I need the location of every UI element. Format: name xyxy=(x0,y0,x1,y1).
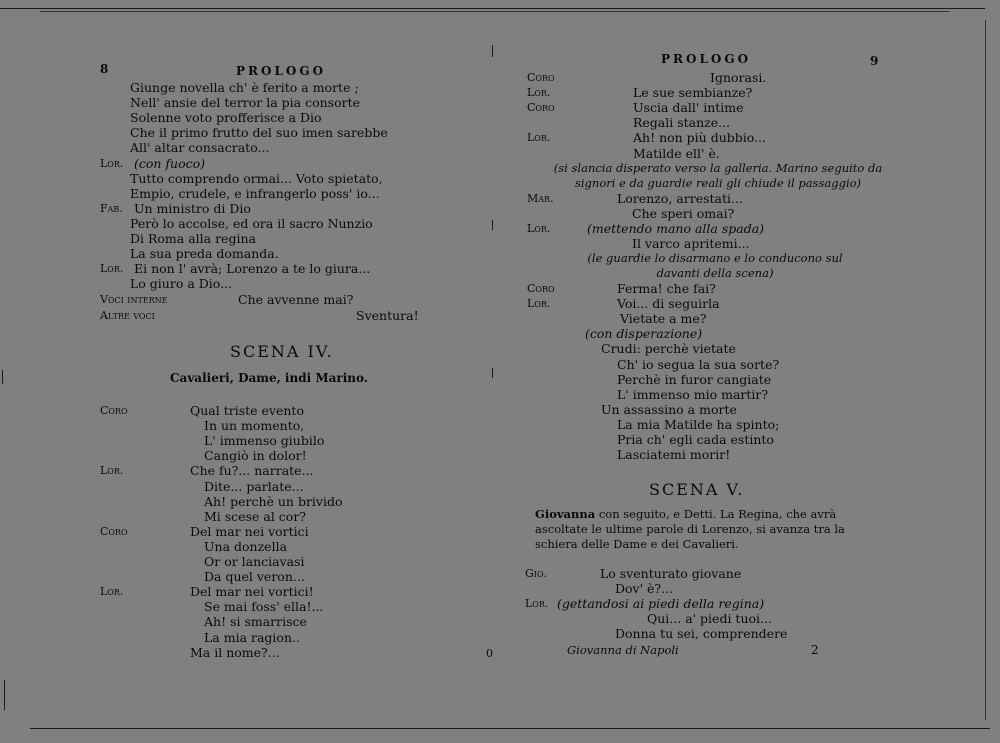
verse-line: Che il primo frutto del suo imen sarebbe xyxy=(130,125,388,141)
stage-direction: (le guardie lo disarmano e lo conducono sul davanti della scena) xyxy=(587,251,843,280)
verse-line: Vietate a me? xyxy=(620,311,707,327)
verse-line: Uscia dall' intime xyxy=(633,100,744,116)
verse-line: In un momento, xyxy=(204,418,305,434)
verse-line: Lo sventurato giovane xyxy=(600,566,742,581)
stage-direction: (con disperazione) xyxy=(585,326,703,342)
speaker-label: Altre voci xyxy=(100,309,155,322)
verse-line: Crudi: perchè vietate xyxy=(601,341,736,357)
verse-line: Empio, crudele, e infrangerlo poss' io... xyxy=(130,185,380,201)
verse-line: Ah! si smarrisce xyxy=(204,614,307,630)
speaker-label: Coro xyxy=(100,524,128,538)
verse-line: Voi... di seguirla xyxy=(617,296,720,312)
speaker-label: Coro xyxy=(527,282,555,295)
verse-line: Tutto comprendo ormai... Voto spietato, xyxy=(130,170,383,186)
verse-line: Però lo accolse, ed ora il sacro Nunzio xyxy=(130,215,373,231)
speaker-label: Lor. xyxy=(100,464,124,478)
verse-line: Una donzella xyxy=(204,538,288,554)
scene-title: SCENA V. xyxy=(649,480,745,499)
verse-line: Qui... a' piedi tuoi... xyxy=(647,611,772,627)
speaker-label: Lor. xyxy=(527,131,551,145)
scene-title: SCENA IV. xyxy=(230,342,334,361)
stage-direction: (si slancia disperato verso la galleria. Marino seguito da signori e da guardie reali gli chiude il passaggio) xyxy=(553,161,883,190)
verse-line: La mia ragion.. xyxy=(204,629,300,645)
running-header: PROLOGO xyxy=(236,64,327,78)
verse-line: Le sue sembianze? xyxy=(633,85,753,101)
speaker-label: Lor. xyxy=(527,297,551,311)
speaker-label: Fab. xyxy=(100,201,123,215)
speaker-label: Lor. xyxy=(100,156,124,170)
verse-line: Giunge novella ch' è ferito a morte ; xyxy=(130,80,359,95)
verse-line: La mia Matilde ha spinto; xyxy=(617,416,780,432)
speaker-label: Coro xyxy=(100,404,128,417)
scene-cast: Cavalieri, Dame, indi Marino. xyxy=(170,371,368,385)
verse-line: Che fu?... narrate... xyxy=(190,463,314,479)
left-page xyxy=(0,0,493,743)
verse-line: Se mai foss' ella!... xyxy=(204,599,324,615)
verse-line: Il varco apritemi... xyxy=(632,236,750,252)
verse-line: Dov' è?... xyxy=(615,581,674,597)
footer-title: Giovanna di Napoli xyxy=(567,643,679,657)
speaker-label: Lor. xyxy=(100,585,124,599)
verse-line: Regali stanze... xyxy=(633,115,731,131)
verse-line: Ch' io segua la sua sorte? xyxy=(617,356,780,372)
verse-line: Cangiò in dolor! xyxy=(204,448,307,464)
verse-line: Lo giuro a Dio... xyxy=(130,276,232,292)
running-header: PROLOGO xyxy=(661,52,752,66)
verse-line: Del mar nei vortici! xyxy=(190,584,314,600)
verse-line: Qual triste evento xyxy=(190,403,304,418)
scene-description xyxy=(535,507,870,552)
verse-line: Che speri omai? xyxy=(632,206,735,222)
verse-line: Ah! non più dubbio... xyxy=(633,130,766,146)
verse-line: Mi scese al cor? xyxy=(204,508,306,524)
verse-line: Sventura! xyxy=(356,308,419,323)
verse-line: Un assassino a morte xyxy=(601,401,737,417)
speaker-label: Coro xyxy=(527,101,555,115)
verse-line: Dite... parlate... xyxy=(204,478,304,494)
page-number: 8 xyxy=(100,62,109,76)
verse-line: Ignorasi. xyxy=(710,70,767,85)
verse-line: Da quel veron... xyxy=(204,569,305,585)
verse-line: Di Roma alla regina xyxy=(130,231,256,246)
gutter-mark-3 xyxy=(492,368,493,378)
stage-direction: (mettendo mano alla spada) xyxy=(587,221,765,237)
speaker-label: Coro xyxy=(527,71,555,84)
character-name: Giovanna xyxy=(535,507,596,521)
signature-mark: 2 xyxy=(811,643,819,657)
margin-mark: 0 xyxy=(486,647,493,660)
right-page xyxy=(495,0,1000,743)
verse-line: L' immenso giubilo xyxy=(204,433,325,449)
verse-line: Pria ch' egli cada estinto xyxy=(617,432,774,447)
verse-line: Del mar nei vortici xyxy=(190,523,309,539)
stage-direction: (gettandosi ai piedi della regina) xyxy=(557,596,765,612)
verse-line: Ma il nome?... xyxy=(190,644,280,660)
stage-direction: (con fuoco) xyxy=(134,155,206,171)
speaker-label: Lor. xyxy=(527,222,551,236)
verse-line: Matilde ell' è. xyxy=(633,145,720,161)
gutter-mark-2 xyxy=(492,220,493,230)
verse-line: All' altar consacrato... xyxy=(130,140,270,156)
verse-line: Perchè in furor cangiate xyxy=(617,371,772,387)
page-number: 9 xyxy=(870,54,879,68)
verse-line: Or or lanciavasi xyxy=(204,554,305,569)
description-text: con seguito, e Detti. La Regina, che avrà ascoltate le ultime parole di Lorenzo, si avanza tra la schiera delle Dame e dei Cavalieri. xyxy=(535,507,845,551)
verse-line: Ah! perchè un brivido xyxy=(204,493,343,509)
verse-line: Ferma! che fai? xyxy=(617,281,716,296)
verse-line: L' immenso mio martir? xyxy=(617,386,769,402)
speaker-label: Voci interne xyxy=(100,293,168,306)
verse-line: Nell' ansie del terror la pia consorte xyxy=(130,95,361,111)
speaker-label: Lor. xyxy=(527,86,551,100)
verse-line: Che avvenne mai? xyxy=(238,292,354,307)
speaker-label: Lor. xyxy=(525,597,549,611)
verse-line: Solenne voto profferisce a Dio xyxy=(130,110,322,126)
speaker-label: Mar. xyxy=(527,192,554,205)
verse-line: Donna tu sei, comprendere xyxy=(615,626,788,642)
verse-line: Lasciatemi morir! xyxy=(617,447,731,463)
verse-line: Lorenzo, arrestati... xyxy=(617,191,743,206)
speaker-label: Lor. xyxy=(100,262,124,276)
verse-line: La sua preda domanda. xyxy=(130,246,279,262)
speaker-label: Gio. xyxy=(525,567,548,580)
gutter-mark xyxy=(492,45,493,57)
verse-line: Ei non l' avrà; Lorenzo a te lo giura... xyxy=(134,261,371,277)
verse-line: Un ministro di Dio xyxy=(134,200,251,216)
